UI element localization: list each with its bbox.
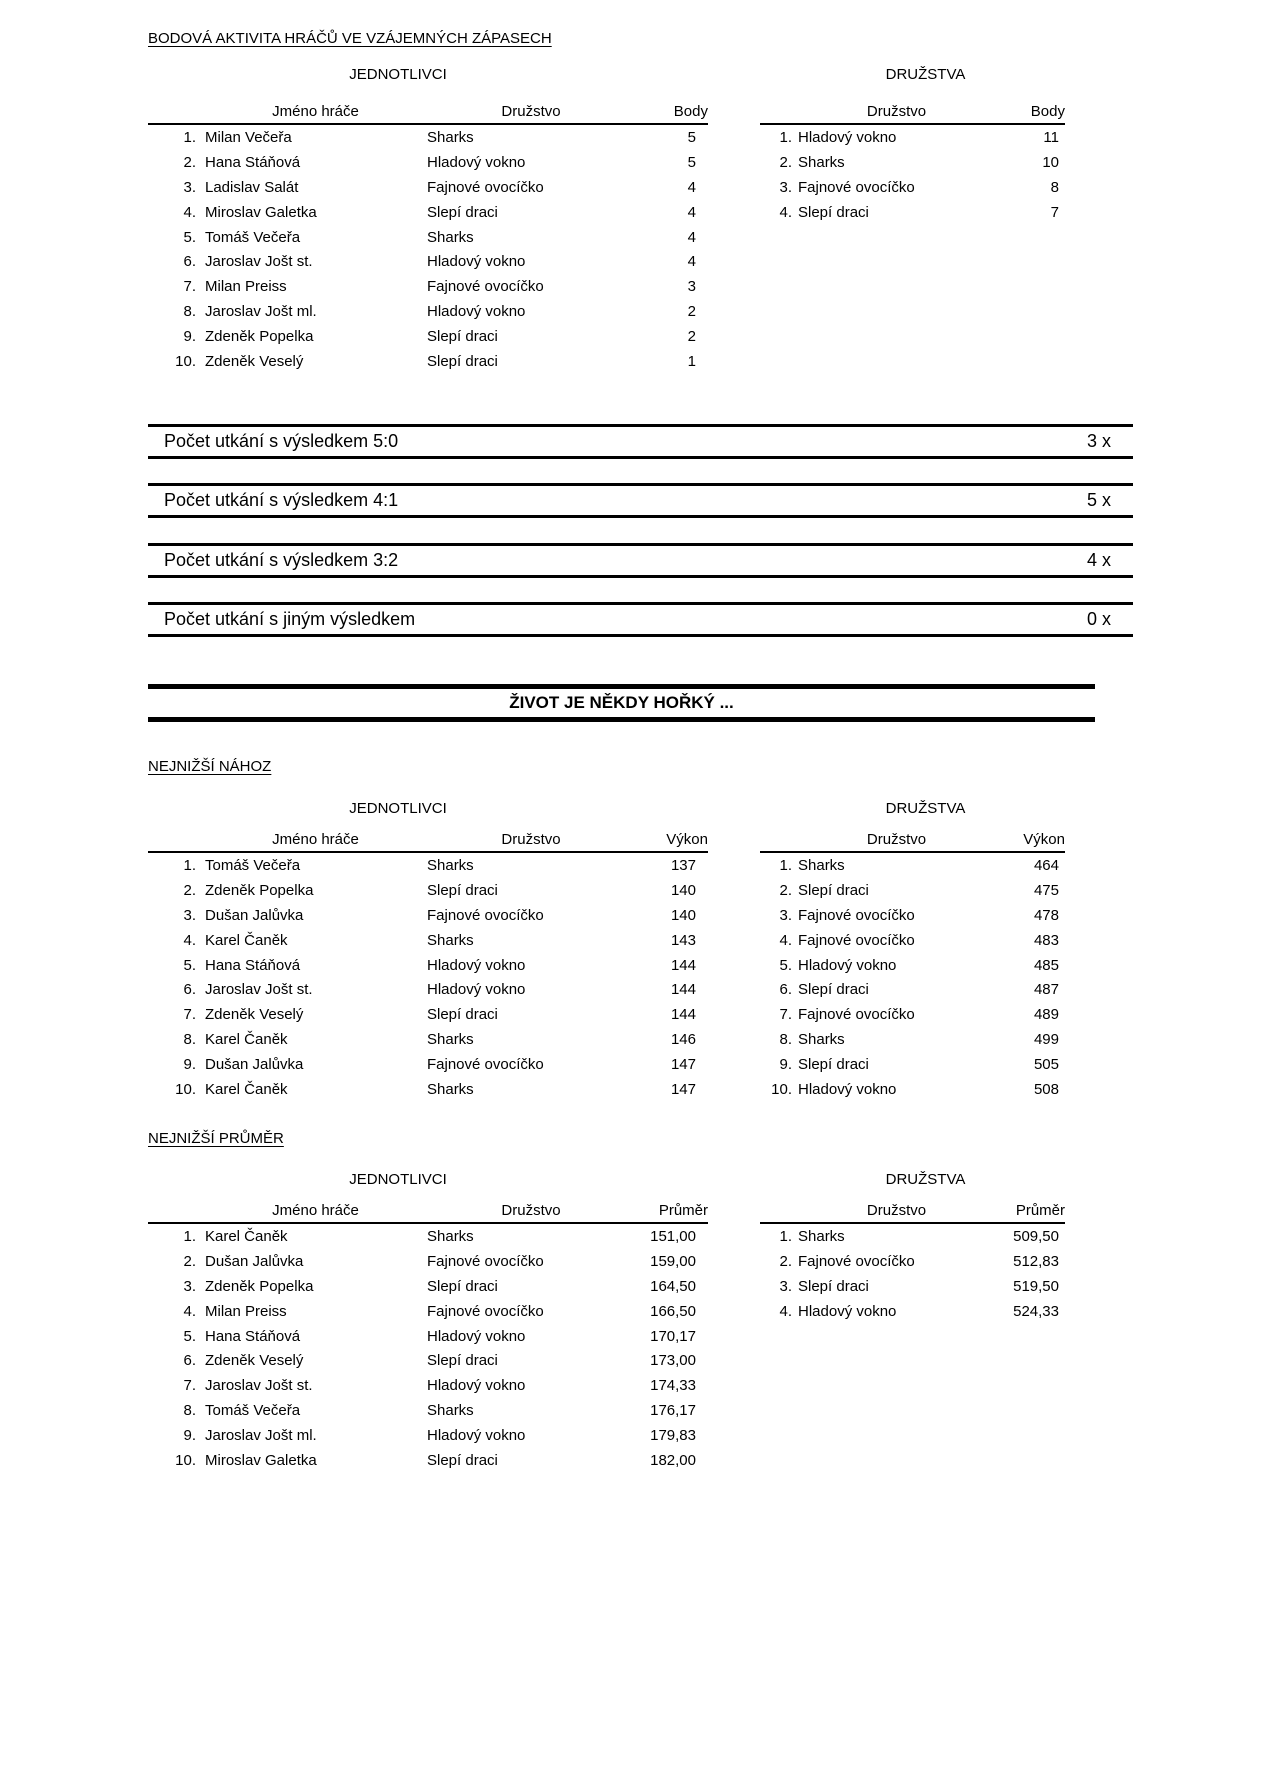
table-row	[148, 200, 708, 225]
table-row	[760, 1077, 1065, 1102]
table-header-row	[148, 99, 708, 125]
rank-cell: 1.	[779, 856, 792, 874]
table-header-row	[760, 827, 1065, 853]
team-cell: Fajnové ovocíčko	[798, 906, 915, 924]
value-cell: 173,00	[650, 1352, 696, 1370]
value-cell: 176,17	[650, 1402, 696, 1420]
table-row	[760, 903, 1065, 928]
value-cell: 182,00	[650, 1451, 696, 1469]
rank-cell: 2.	[183, 1252, 196, 1270]
table-row	[760, 1299, 1065, 1324]
value-cell: 10	[1042, 153, 1059, 171]
player-cell: Miroslav Galetka	[205, 203, 317, 221]
value-cell: 146	[670, 1031, 696, 1049]
table-row	[760, 977, 1065, 1002]
value-cell: 464	[1033, 856, 1059, 874]
rank-cell: 6.	[183, 253, 196, 271]
value-cell: 4	[687, 178, 696, 196]
team-cell: Sharks	[427, 931, 474, 949]
player-cell: Jaroslav Jošt st.	[205, 1377, 313, 1395]
rank-cell: 4.	[183, 1302, 196, 1320]
rank-cell: 2.	[183, 881, 196, 899]
nahoz-individuals-table	[148, 827, 708, 1102]
team-cell: Hladový vokno	[427, 1427, 526, 1445]
table-row	[760, 125, 1065, 150]
rank-cell: 5.	[183, 956, 196, 974]
team-cell: Sharks	[427, 228, 474, 246]
value-cell: 140	[670, 881, 696, 899]
player-cell: Zdeněk Veselý	[205, 1006, 304, 1024]
count-box-label: Počet utkání s výsledkem 4:1	[164, 490, 399, 510]
rank-cell: 9.	[183, 1056, 196, 1074]
count-box-3-2	[148, 543, 1133, 578]
rank-cell: 1.	[779, 1227, 792, 1245]
team-cell: Slepí draci	[427, 352, 498, 370]
team-cell: Slepí draci	[798, 981, 869, 999]
team-cell: Hladový vokno	[798, 956, 897, 974]
prumer-teams-table	[760, 1198, 1065, 1324]
team-cell: Sharks	[798, 1031, 845, 1049]
team-cell: Hladový vokno	[427, 153, 526, 171]
rank-cell: 6.	[779, 981, 792, 999]
player-cell: Karel Čaněk	[205, 1227, 288, 1245]
rank-cell: 3.	[779, 178, 792, 196]
page-title: BODOVÁ AKTIVITA HRÁČŮ VE VZÁJEMNÝCH ZÁPASECH	[148, 30, 552, 47]
table-row	[148, 878, 708, 903]
value-cell: 174,33	[650, 1377, 696, 1395]
team-cell: Hladový vokno	[798, 128, 897, 146]
value-cell: 487	[1033, 981, 1059, 999]
value-cell: 179,83	[650, 1427, 696, 1445]
team-cell: Slepí draci	[427, 328, 498, 346]
value-cell: 499	[1033, 1031, 1059, 1049]
table-row	[148, 1224, 708, 1249]
count-box-value: 4 x	[1086, 550, 1111, 570]
player-cell: Dušan Jalůvka	[205, 1056, 304, 1074]
rank-cell: 10.	[771, 1080, 792, 1098]
team-cell: Slepí draci	[427, 1006, 498, 1024]
rank-cell: 7.	[183, 1377, 196, 1395]
count-box-5-0	[148, 424, 1133, 459]
table-row	[148, 1423, 708, 1448]
table-row	[760, 150, 1065, 175]
player-cell: Jaroslav Jošt st.	[205, 253, 313, 271]
player-cell: Zdeněk Popelka	[205, 881, 314, 899]
rank-cell: 4.	[183, 931, 196, 949]
value-cell: 485	[1033, 956, 1059, 974]
team-cell: Hladový vokno	[427, 253, 526, 271]
count-box-label: Počet utkání s jiným výsledkem	[164, 609, 416, 629]
table-row	[148, 175, 708, 200]
points-teams-heading: DRUŽSTVA	[885, 66, 966, 83]
player-cell: Hana Stáňová	[205, 1327, 301, 1345]
team-cell: Hladový vokno	[427, 1377, 526, 1395]
table-row	[760, 175, 1065, 200]
team-cell: Sharks	[427, 856, 474, 874]
value-cell: 1	[687, 352, 696, 370]
table-row	[148, 1077, 708, 1102]
team-cell: Fajnové ovocíčko	[798, 178, 915, 196]
team-cell: Fajnové ovocíčko	[798, 1252, 915, 1270]
nahoz-section-heading: NEJNIŽŠÍ NÁHOZ	[148, 758, 272, 775]
rank-cell: 4.	[183, 203, 196, 221]
table-row	[760, 1249, 1065, 1274]
player-cell: Karel Čaněk	[205, 1031, 288, 1049]
table-row	[148, 1299, 708, 1324]
table-row	[760, 953, 1065, 978]
rank-cell: 6.	[183, 1352, 196, 1370]
rank-cell: 8.	[779, 1031, 792, 1049]
rank-cell: 4.	[779, 931, 792, 949]
team-cell: Sharks	[427, 1031, 474, 1049]
value-cell: 5	[687, 153, 696, 171]
player-cell: Zdeněk Popelka	[205, 1277, 314, 1295]
player-cell: Milan Preiss	[205, 1302, 287, 1320]
count-box-other	[148, 602, 1133, 637]
column-header-score: Výkon	[1023, 831, 1065, 848]
rank-cell: 9.	[183, 1427, 196, 1445]
team-cell: Slepí draci	[427, 1352, 498, 1370]
table-row	[760, 1224, 1065, 1249]
player-cell: Jaroslav Jošt ml.	[205, 303, 317, 321]
value-cell: 519,50	[1013, 1277, 1059, 1295]
team-cell: Fajnové ovocíčko	[427, 1056, 544, 1074]
team-cell: Fajnové ovocíčko	[427, 906, 544, 924]
nahoz-teams-heading: DRUŽSTVA	[885, 800, 966, 817]
player-cell: Tomáš Večeřa	[205, 1402, 301, 1420]
column-header-player: Jméno hráče	[272, 831, 359, 848]
table-row	[148, 977, 708, 1002]
column-header-player: Jméno hráče	[272, 1202, 359, 1219]
value-cell: 140	[670, 906, 696, 924]
team-cell: Hladový vokno	[427, 981, 526, 999]
column-header-team: Družstvo	[866, 103, 927, 120]
banner	[148, 684, 1095, 722]
column-header-team: Družstvo	[501, 103, 561, 120]
player-cell: Karel Čaněk	[205, 1080, 288, 1098]
column-header-average: Průměr	[1015, 1202, 1065, 1219]
table-row	[760, 853, 1065, 878]
rank-cell: 6.	[183, 981, 196, 999]
table-row	[148, 349, 708, 374]
value-cell: 11	[1043, 128, 1059, 146]
count-box-4-1	[148, 483, 1133, 518]
prumer-individuals-heading: JEDNOTLIVCI	[349, 1171, 447, 1188]
player-cell: Tomáš Večeřa	[205, 856, 301, 874]
table-row	[148, 1324, 708, 1349]
table-row	[760, 878, 1065, 903]
player-cell: Zdeněk Popelka	[205, 328, 314, 346]
count-box-value: 5 x	[1086, 490, 1111, 510]
column-header-team: Družstvo	[866, 831, 927, 848]
table-row	[148, 249, 708, 274]
table-row	[148, 324, 708, 349]
table-row	[148, 225, 708, 250]
value-cell: 5	[687, 128, 696, 146]
value-cell: 147	[670, 1056, 696, 1074]
rank-cell: 2.	[779, 881, 792, 899]
team-cell: Hladový vokno	[427, 956, 526, 974]
value-cell: 164,50	[650, 1277, 696, 1295]
team-cell: Sharks	[427, 1402, 474, 1420]
rank-cell: 8.	[183, 1031, 196, 1049]
count-box-value: 0 x	[1086, 609, 1111, 629]
table-header-row	[148, 1198, 708, 1224]
value-cell: 170,17	[650, 1327, 696, 1345]
value-cell: 3	[687, 278, 696, 296]
table-row	[148, 853, 708, 878]
value-cell: 144	[670, 981, 696, 999]
nahoz-teams-table	[760, 827, 1065, 1102]
table-row	[148, 1373, 708, 1398]
value-cell: 483	[1033, 931, 1059, 949]
table-row	[760, 200, 1065, 225]
value-cell: 2	[687, 328, 696, 346]
value-cell: 147	[670, 1080, 696, 1098]
table-row	[760, 1027, 1065, 1052]
team-cell: Fajnové ovocíčko	[427, 278, 544, 296]
player-cell: Miroslav Galetka	[205, 1451, 317, 1469]
value-cell: 137	[670, 856, 696, 874]
value-cell: 509,50	[1013, 1227, 1059, 1245]
team-cell: Slepí draci	[798, 1056, 869, 1074]
column-header-points: Body	[673, 103, 708, 120]
count-box-label: Počet utkání s výsledkem 5:0	[164, 431, 399, 451]
player-cell: Jaroslav Jošt st.	[205, 981, 313, 999]
team-cell: Slepí draci	[427, 1451, 498, 1469]
column-header-team: Družstvo	[501, 831, 561, 848]
table-header-row	[760, 99, 1065, 125]
rank-cell: 5.	[183, 1327, 196, 1345]
player-cell: Karel Čaněk	[205, 931, 288, 949]
table-row	[148, 1448, 708, 1473]
player-cell: Zdeněk Veselý	[205, 352, 304, 370]
banner-text: ŽIVOT JE NĚKDY HOŘKÝ ...	[509, 693, 734, 712]
team-cell: Sharks	[427, 1080, 474, 1098]
team-cell: Slepí draci	[798, 203, 869, 221]
player-cell: Zdeněk Veselý	[205, 1352, 304, 1370]
table-body	[148, 853, 708, 1102]
value-cell: 4	[687, 228, 696, 246]
rank-cell: 1.	[183, 856, 196, 874]
table-row	[148, 1398, 708, 1423]
points-individuals-table	[148, 99, 708, 374]
rank-cell: 7.	[183, 278, 196, 296]
team-cell: Sharks	[798, 1227, 845, 1245]
value-cell: 143	[670, 931, 696, 949]
team-cell: Hladový vokno	[798, 1080, 897, 1098]
team-cell: Sharks	[427, 128, 474, 146]
team-cell: Slepí draci	[798, 881, 869, 899]
table-row	[760, 1002, 1065, 1027]
table-body	[760, 1224, 1065, 1324]
column-header-average: Průměr	[658, 1202, 708, 1219]
team-cell: Hladový vokno	[427, 303, 526, 321]
rank-cell: 8.	[183, 1402, 196, 1420]
rank-cell: 9.	[183, 328, 196, 346]
value-cell: 159,00	[650, 1252, 696, 1270]
team-cell: Fajnové ovocíčko	[798, 931, 915, 949]
table-body	[760, 853, 1065, 1102]
value-cell: 8	[1050, 178, 1059, 196]
rank-cell: 7.	[779, 1006, 792, 1024]
team-cell: Fajnové ovocíčko	[427, 1252, 544, 1270]
table-row	[760, 1274, 1065, 1299]
team-cell: Slepí draci	[427, 1277, 498, 1295]
value-cell: 151,00	[650, 1227, 696, 1245]
team-cell: Slepí draci	[427, 881, 498, 899]
table-row	[148, 125, 708, 150]
table-header-row	[148, 827, 708, 853]
rank-cell: 5.	[183, 228, 196, 246]
player-cell: Hana Stáňová	[205, 153, 301, 171]
rank-cell: 7.	[183, 1006, 196, 1024]
value-cell: 144	[670, 1006, 696, 1024]
rank-cell: 2.	[779, 1252, 792, 1270]
table-row	[148, 1348, 708, 1373]
player-cell: Ladislav Salát	[205, 178, 299, 196]
player-cell: Jaroslav Jošt ml.	[205, 1427, 317, 1445]
team-cell: Hladový vokno	[427, 1327, 526, 1345]
value-cell: 524,33	[1013, 1302, 1059, 1320]
table-body	[760, 125, 1065, 225]
points-teams-table	[760, 99, 1065, 225]
rank-cell: 10.	[175, 1080, 196, 1098]
table-row	[760, 928, 1065, 953]
player-cell: Hana Stáňová	[205, 956, 301, 974]
team-cell: Sharks	[798, 153, 845, 171]
table-body	[148, 125, 708, 374]
value-cell: 4	[687, 203, 696, 221]
value-cell: 2	[687, 303, 696, 321]
nahoz-individuals-heading: JEDNOTLIVCI	[349, 800, 447, 817]
rank-cell: 3.	[779, 906, 792, 924]
table-row	[148, 1249, 708, 1274]
team-cell: Sharks	[427, 1227, 474, 1245]
prumer-section-heading: NEJNIŽŠÍ PRŮMĚR	[148, 1130, 284, 1147]
column-header-player: Jméno hráče	[272, 103, 359, 120]
team-cell: Hladový vokno	[798, 1302, 897, 1320]
points-individuals-heading: JEDNOTLIVCI	[349, 66, 447, 83]
rank-cell: 1.	[183, 1227, 196, 1245]
rank-cell: 4.	[779, 203, 792, 221]
rank-cell: 10.	[175, 352, 196, 370]
column-header-score: Výkon	[666, 831, 708, 848]
rank-cell: 2.	[779, 153, 792, 171]
table-row	[148, 928, 708, 953]
rank-cell: 1.	[183, 128, 196, 146]
rank-cell: 3.	[779, 1277, 792, 1295]
rank-cell: 10.	[175, 1451, 196, 1469]
value-cell: 478	[1033, 906, 1059, 924]
value-cell: 4	[687, 253, 696, 271]
value-cell: 505	[1033, 1056, 1059, 1074]
team-cell: Sharks	[798, 856, 845, 874]
table-row	[148, 1052, 708, 1077]
rank-cell: 8.	[183, 303, 196, 321]
count-box-label: Počet utkání s výsledkem 3:2	[164, 550, 399, 570]
player-cell: Milan Večeřa	[205, 128, 292, 146]
table-header-row	[760, 1198, 1065, 1224]
team-cell: Fajnové ovocíčko	[798, 1006, 915, 1024]
value-cell: 475	[1033, 881, 1059, 899]
rank-cell: 2.	[183, 153, 196, 171]
rank-cell: 9.	[779, 1056, 792, 1074]
table-row	[148, 299, 708, 324]
table-row	[148, 953, 708, 978]
value-cell: 166,50	[650, 1302, 696, 1320]
rank-cell: 3.	[183, 178, 196, 196]
value-cell: 508	[1033, 1080, 1059, 1098]
rank-cell: 4.	[779, 1302, 792, 1320]
table-row	[760, 1052, 1065, 1077]
player-cell: Dušan Jalůvka	[205, 906, 304, 924]
team-cell: Fajnové ovocíčko	[427, 178, 544, 196]
player-cell: Tomáš Večeřa	[205, 228, 301, 246]
prumer-individuals-table	[148, 1198, 708, 1473]
column-header-team: Družstvo	[866, 1202, 927, 1219]
table-body	[148, 1224, 708, 1473]
count-box-value: 3 x	[1086, 431, 1111, 451]
player-cell: Milan Preiss	[205, 278, 287, 296]
value-cell: 512,83	[1013, 1252, 1059, 1270]
team-cell: Fajnové ovocíčko	[427, 1302, 544, 1320]
value-cell: 144	[670, 956, 696, 974]
value-cell: 7	[1050, 203, 1059, 221]
table-row	[148, 1027, 708, 1052]
table-row	[148, 274, 708, 299]
team-cell: Slepí draci	[427, 203, 498, 221]
prumer-teams-heading: DRUŽSTVA	[885, 1171, 966, 1188]
team-cell: Slepí draci	[798, 1277, 869, 1295]
table-row	[148, 150, 708, 175]
rank-cell: 3.	[183, 906, 196, 924]
table-row	[148, 903, 708, 928]
rank-cell: 5.	[779, 956, 792, 974]
column-header-points: Body	[1030, 103, 1065, 120]
table-row	[148, 1274, 708, 1299]
table-row	[148, 1002, 708, 1027]
column-header-team: Družstvo	[501, 1202, 561, 1219]
value-cell: 489	[1033, 1006, 1059, 1024]
rank-cell: 3.	[183, 1277, 196, 1295]
rank-cell: 1.	[779, 128, 792, 146]
player-cell: Dušan Jalůvka	[205, 1252, 304, 1270]
